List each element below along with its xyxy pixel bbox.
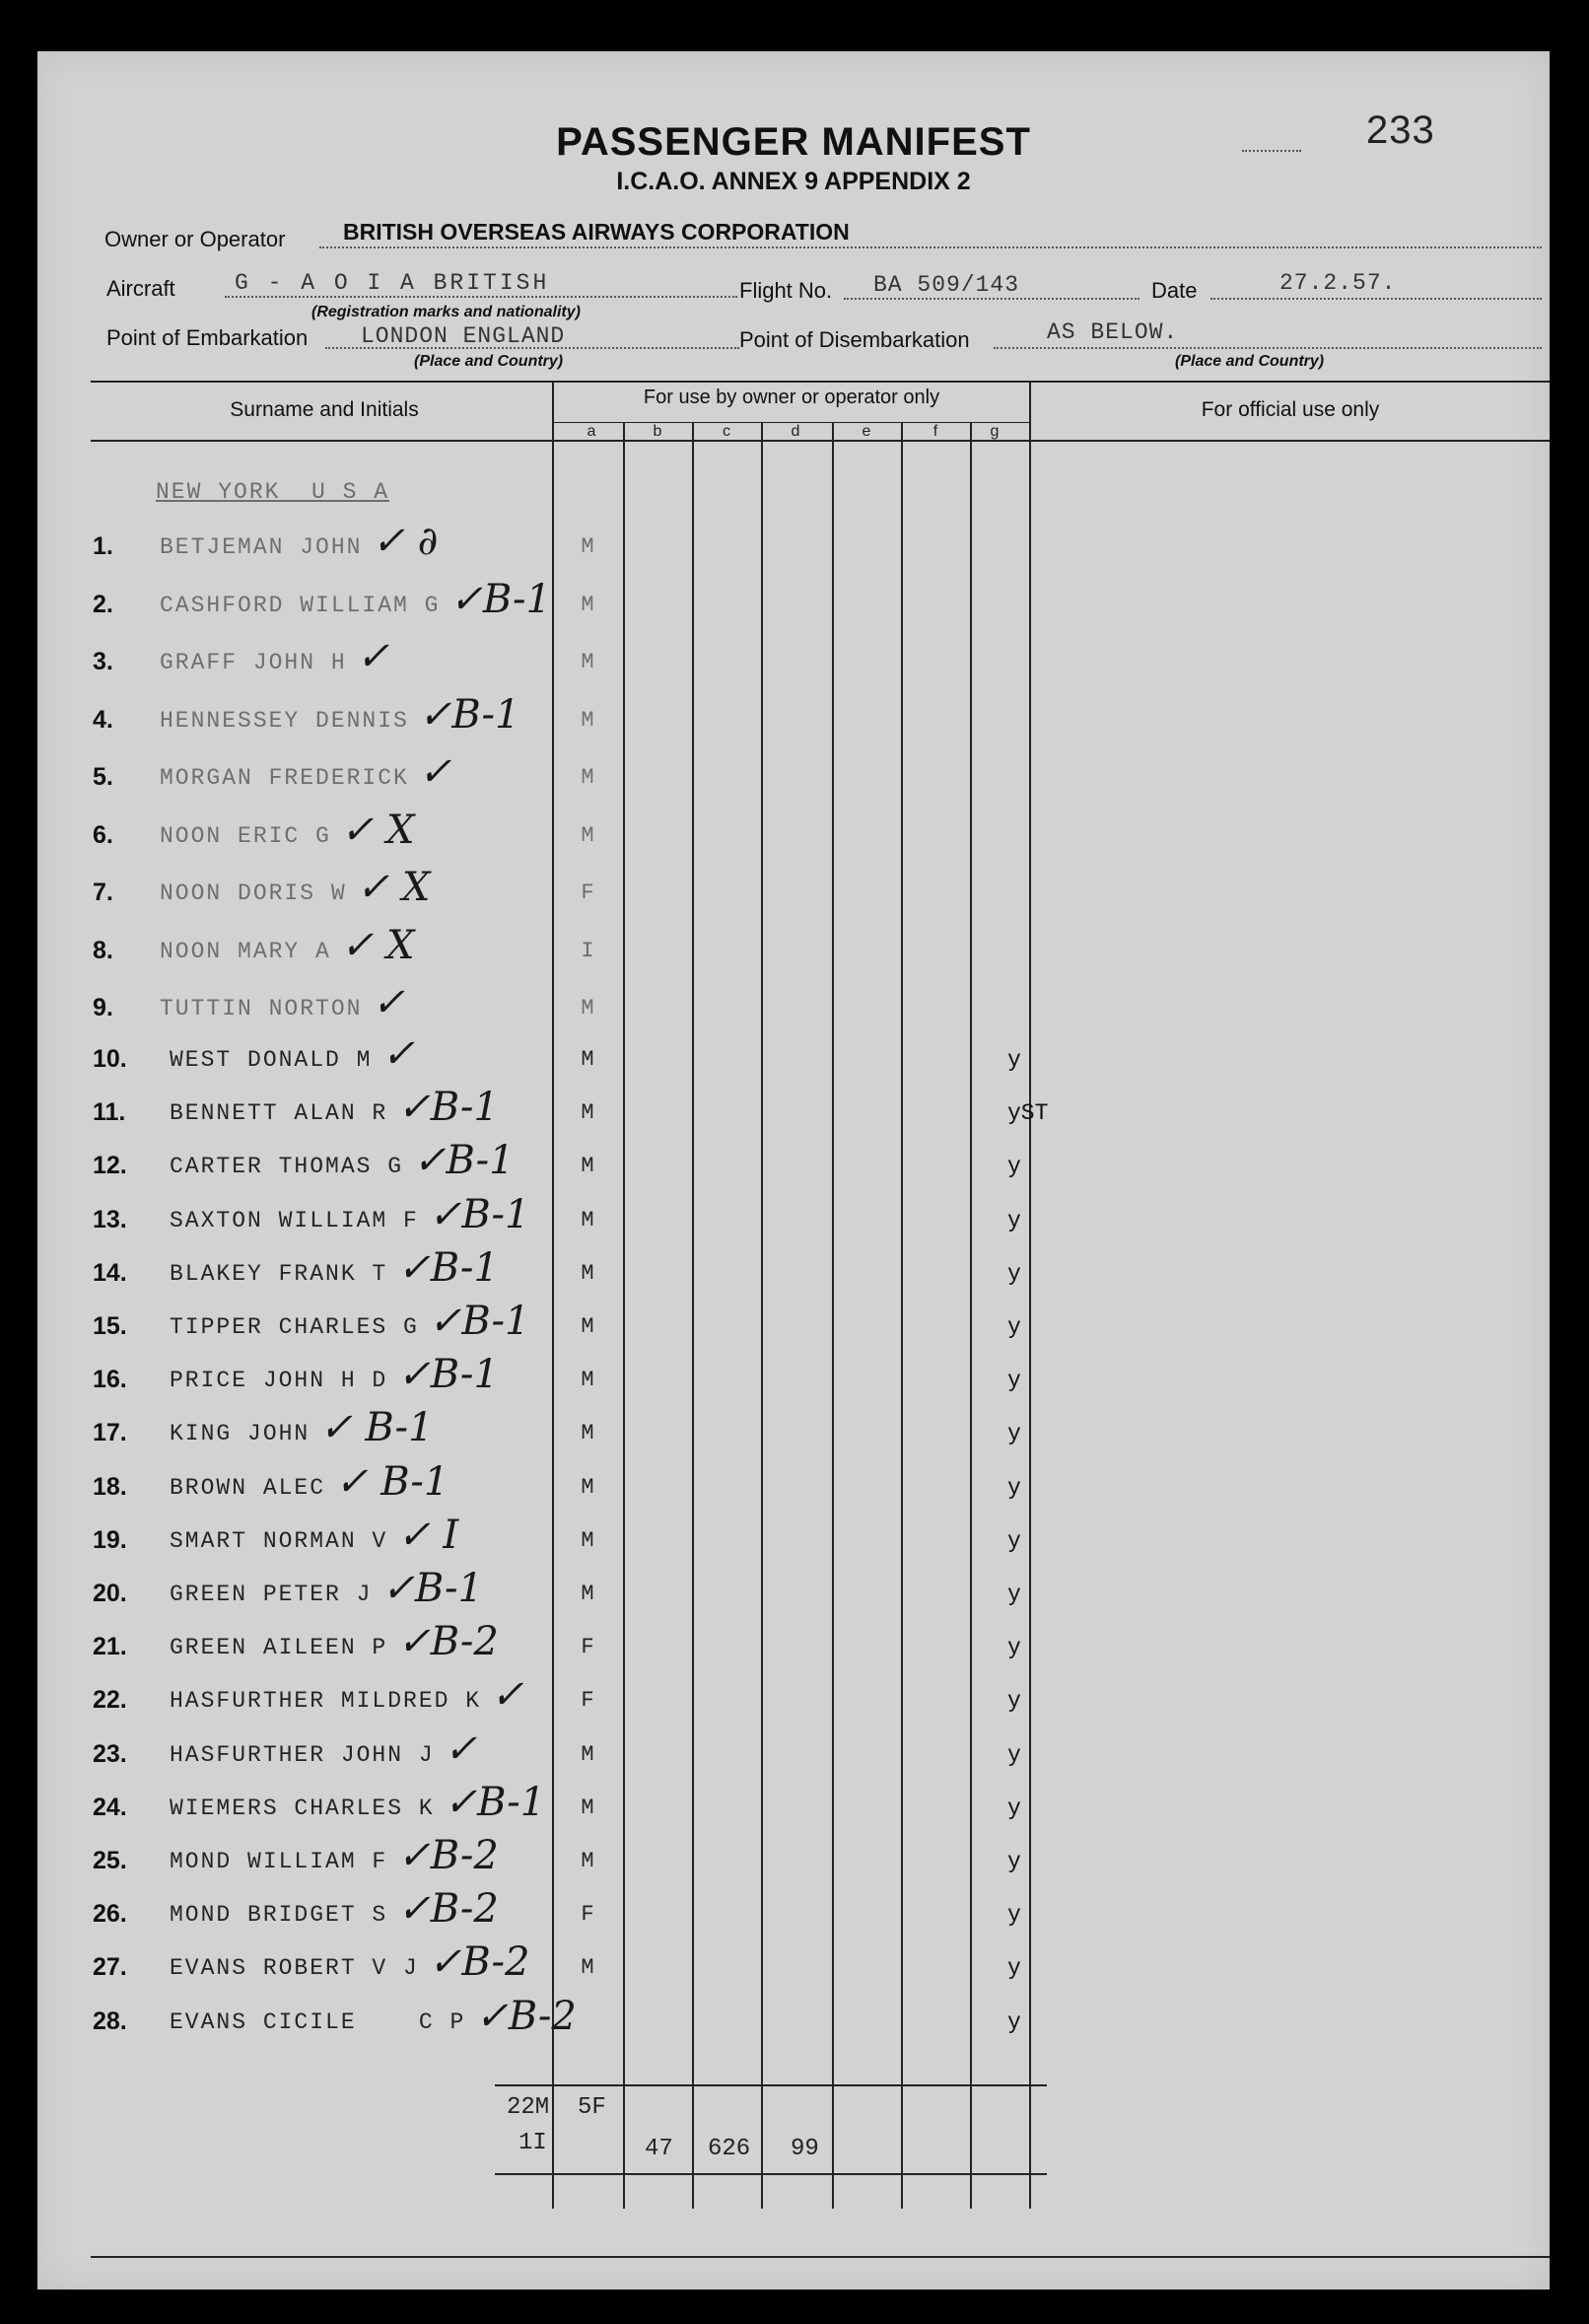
row-number: 16. [93, 1366, 127, 1394]
row-number: 11. [93, 1098, 126, 1127]
handwritten-mark: ✓ [381, 1031, 415, 1077]
col-d-header: d [791, 423, 800, 440]
handwritten-mark: ✓B-1 [397, 1244, 499, 1291]
aircraft-note: (Registration marks and nationality) [311, 304, 581, 320]
footer-rule [91, 2256, 1550, 2258]
col-divider-official [1029, 381, 1031, 2209]
passenger-sex: M [581, 765, 594, 790]
passenger-name: GREEN AILEEN P [170, 1635, 388, 1661]
row-number: 5. [93, 763, 113, 791]
total-infant: 1I [518, 2130, 547, 2156]
passenger-sex: M [581, 996, 594, 1021]
col-g-value: y [1007, 2008, 1021, 2035]
col-g-value: y [1007, 1741, 1021, 1768]
col-g-value: y [1007, 1207, 1021, 1233]
handwritten-mark: ✓B-1 [444, 1779, 546, 1825]
embarkation-label: Point of Embarkation [106, 325, 309, 350]
col-divider-cd [761, 422, 763, 2209]
passenger-sex: M [581, 1474, 594, 1500]
passenger-name: EVANS ROBERT V J [170, 1955, 419, 1982]
passenger-sex: M [581, 592, 594, 617]
handwritten-mark: ✓B-1 [449, 576, 552, 622]
col-g-value: y [1007, 1314, 1021, 1340]
passenger-name: SMART NORMAN V [170, 1527, 388, 1554]
handwritten-mark: ✓B-2 [475, 1993, 577, 2039]
col-g-value: y [1007, 1688, 1021, 1715]
owner-value: BRITISH OVERSEAS AIRWAYS CORPORATION [343, 219, 850, 245]
col-g-value: y [1007, 1474, 1021, 1501]
handwritten-mark: ✓B-2 [397, 1619, 499, 1665]
passenger-sex: M [581, 1741, 594, 1767]
handwritten-mark: ✓B-1 [413, 1138, 515, 1184]
row-number: 24. [93, 1793, 127, 1821]
owner-line [319, 246, 1542, 248]
passenger-name: TIPPER CHARLES G [170, 1314, 419, 1340]
passenger-name: HASFURTHER MILDRED K [170, 1688, 482, 1715]
row-number: 28. [93, 2007, 127, 2035]
passenger-name: NOON DORIS W [160, 880, 347, 906]
passenger-name: GREEN PETER J [170, 1582, 373, 1607]
row-number: 3. [93, 648, 113, 675]
col-f-header: f [933, 423, 938, 440]
passenger-name: WIEMERS CHARLES K [170, 1795, 435, 1821]
handwritten-mark: ✓B-1 [397, 1085, 499, 1131]
col-g-header: g [990, 423, 1000, 440]
passenger-name: MOND WILLIAM F [170, 1849, 388, 1874]
disembarkation-note: (Place and Country) [1175, 353, 1325, 370]
passenger-sex: F [581, 1635, 594, 1660]
handwritten-mark: ✓B-1 [397, 1352, 499, 1398]
page-subtitle: I.C.A.O. ANNEX 9 APPENDIX 2 [616, 168, 971, 195]
total-male: 22M [507, 2094, 550, 2121]
date-line [1210, 298, 1542, 300]
passenger-sex: M [581, 1047, 594, 1072]
passenger-sex: M [581, 1955, 594, 1981]
disembarkation-value: AS BELOW. [1047, 319, 1179, 345]
col-b-header: b [653, 423, 662, 440]
handwritten-mark: ✓ [444, 1725, 478, 1772]
destination-heading: NEW YORK U S A [156, 479, 390, 505]
row-number: 23. [93, 1739, 127, 1768]
passenger-sex: M [581, 1421, 594, 1446]
col-divider-fg [970, 422, 972, 2209]
col-divider-bc [692, 422, 694, 2209]
passenger-name: CARTER THOMAS G [170, 1154, 404, 1180]
passenger-sex: M [581, 1527, 594, 1553]
handwritten-mark: ✓B-1 [428, 1299, 530, 1344]
row-number: 26. [93, 1900, 127, 1929]
totals-bottom-rule [495, 2173, 1047, 2175]
passenger-sex: M [581, 1260, 594, 1286]
passenger-name: BENNETT ALAN R [170, 1100, 388, 1127]
col-g-value: y [1007, 1421, 1021, 1447]
passenger-name: GRAFF JOHN H [160, 650, 347, 675]
row-number: 18. [93, 1472, 127, 1501]
row-number: 15. [93, 1312, 127, 1340]
row-number: 13. [93, 1205, 127, 1233]
date-value: 27.2.57. [1279, 270, 1397, 296]
handwritten-mark: ✓ X [340, 807, 415, 853]
total-female: 5F [578, 2094, 606, 2121]
passenger-sex: F [581, 880, 594, 905]
embarkation-value: LONDON ENGLAND [361, 323, 566, 349]
handwritten-mark: ✓B-2 [397, 1886, 499, 1933]
col-g-value: y [1007, 1955, 1021, 1982]
passenger-sex: M [581, 1100, 594, 1126]
passenger-name: NOON MARY A [160, 938, 331, 964]
row-number: 4. [93, 705, 113, 734]
disembarkation-label: Point of Disembarkation [739, 327, 970, 352]
col-g-value: y [1007, 1849, 1021, 1874]
passenger-sex: M [581, 707, 594, 733]
col-divider-ef [901, 422, 903, 2209]
handwritten-mark: ✓ B-1 [319, 1405, 434, 1451]
row-number: 19. [93, 1525, 127, 1554]
handwritten-mark: ✓ B-1 [335, 1458, 449, 1505]
handwritten-mark: ✓ [491, 1672, 524, 1719]
handwritten-mark: ✓B-2 [428, 1939, 530, 1986]
page-title: PASSENGER MANIFEST [556, 120, 1031, 164]
passenger-sex: F [581, 1688, 594, 1714]
passenger-name: KING JOHN [170, 1421, 311, 1447]
passenger-sex: M [581, 650, 594, 674]
row-number: 25. [93, 1847, 127, 1874]
col-c-header: c [723, 423, 730, 440]
passenger-sex: M [581, 1582, 594, 1606]
flight-label: Flight No. [739, 278, 833, 303]
handwritten-mark: ✓ I [397, 1512, 459, 1558]
aircraft-label: Aircraft [106, 276, 175, 301]
col-g-value: y [1007, 1154, 1021, 1180]
passenger-name: BROWN ALEC [170, 1474, 326, 1501]
surname-header: Surname and Initials [230, 398, 419, 421]
handwritten-mark: ✓B-1 [428, 1191, 530, 1237]
totals-top-rule [495, 2084, 1047, 2086]
passenger-name: CASHFORD WILLIAM G [160, 592, 441, 618]
col-g-value: y [1007, 1795, 1021, 1821]
owner-use-header: For use by owner or operator only [643, 387, 940, 408]
col-g-value: y [1007, 1527, 1021, 1554]
col-divider-surname [552, 381, 554, 2209]
passenger-sex: M [581, 822, 594, 848]
owner-label: Owner or Operator [104, 227, 286, 251]
official-use-header: For official use only [1201, 398, 1380, 421]
passenger-name: MORGAN FREDERICK [160, 765, 409, 791]
row-number: 6. [93, 820, 113, 849]
handwritten-mark: ✓ X [340, 922, 415, 968]
row-number: 17. [93, 1419, 127, 1447]
flight-value: BA 509/143 [873, 272, 1020, 298]
handwritten-mark: ✓B-2 [397, 1833, 499, 1878]
passenger-name: WEST DONALD M [170, 1047, 373, 1073]
passenger-name: NOON ERIC G [160, 822, 331, 849]
passenger-sex: I [581, 938, 594, 963]
passenger-name: BETJEMAN JOHN [160, 534, 363, 560]
passenger-sex: M [581, 534, 594, 559]
passenger-sex: M [581, 1795, 594, 1820]
handwritten-mark: ✓ [372, 980, 405, 1025]
aircraft-value: G - A O I A BRITISH [235, 270, 550, 296]
embarkation-note: (Place and Country) [414, 353, 564, 370]
handwritten-mark: ✓B-1 [418, 691, 520, 738]
passenger-name: EVANS CICILE C P [170, 2008, 466, 2035]
col-g-value: y [1007, 1902, 1021, 1929]
embarkation-line [325, 347, 739, 349]
col-g-value: y [1007, 1582, 1021, 1607]
date-label: Date [1151, 278, 1198, 303]
col-divider-ab [623, 422, 625, 2209]
col-a-header: a [587, 423, 596, 440]
passenger-sex: M [581, 1207, 594, 1232]
handwritten-mark: ✓ ∂ [372, 519, 439, 564]
row-number: 9. [93, 994, 113, 1021]
passenger-sex: M [581, 1314, 594, 1339]
col-g-value: y [1007, 1047, 1021, 1073]
passenger-name: HENNESSEY DENNIS [160, 707, 409, 734]
row-number: 1. [93, 532, 113, 560]
passenger-name: HASFURTHER JOHN J [170, 1741, 435, 1768]
col-e-header: e [862, 423, 871, 440]
col-g-value: yST [1007, 1100, 1049, 1127]
passenger-name: MOND BRIDGET S [170, 1902, 388, 1929]
col-g-value: y [1007, 1260, 1021, 1287]
row-number: 12. [93, 1152, 127, 1180]
row-number: 20. [93, 1580, 127, 1607]
handwritten-mark: ✓ X [356, 865, 431, 910]
handwritten-mark: ✓ [418, 749, 452, 795]
row-number: 14. [93, 1258, 127, 1287]
total-col-c: 626 [708, 2136, 751, 2162]
passenger-sex: M [581, 1154, 594, 1179]
row-number: 2. [93, 590, 113, 618]
flight-line [844, 298, 1140, 300]
passenger-sex: M [581, 1849, 594, 1873]
passenger-name: BLAKEY FRANK T [170, 1260, 388, 1287]
row-number: 27. [93, 1953, 127, 1982]
row-number: 22. [93, 1686, 127, 1715]
handwritten-mark: ✓B-1 [381, 1566, 484, 1611]
row-number: 8. [93, 936, 113, 964]
passenger-name: PRICE JOHN H D [170, 1368, 388, 1394]
page-number: 233 [1366, 108, 1435, 152]
col-divider-de [832, 422, 834, 2209]
total-col-b: 47 [645, 2136, 673, 2162]
col-g-value: y [1007, 1635, 1021, 1661]
col-g-value: y [1007, 1368, 1021, 1394]
passenger-sex: M [581, 1368, 594, 1393]
row-number: 7. [93, 879, 113, 906]
row-number: 10. [93, 1045, 127, 1073]
passenger-sex: F [581, 1902, 594, 1928]
aircraft-line [225, 296, 737, 298]
total-col-d: 99 [791, 2136, 819, 2162]
table-top-rule [91, 381, 1550, 383]
handwritten-mark: ✓ [356, 634, 390, 679]
disembarkation-line [994, 347, 1542, 349]
passenger-name: SAXTON WILLIAM F [170, 1207, 419, 1233]
manifest-sheet [37, 51, 1550, 2289]
row-number: 21. [93, 1633, 127, 1661]
passenger-name: TUTTIN NORTON [160, 996, 363, 1021]
